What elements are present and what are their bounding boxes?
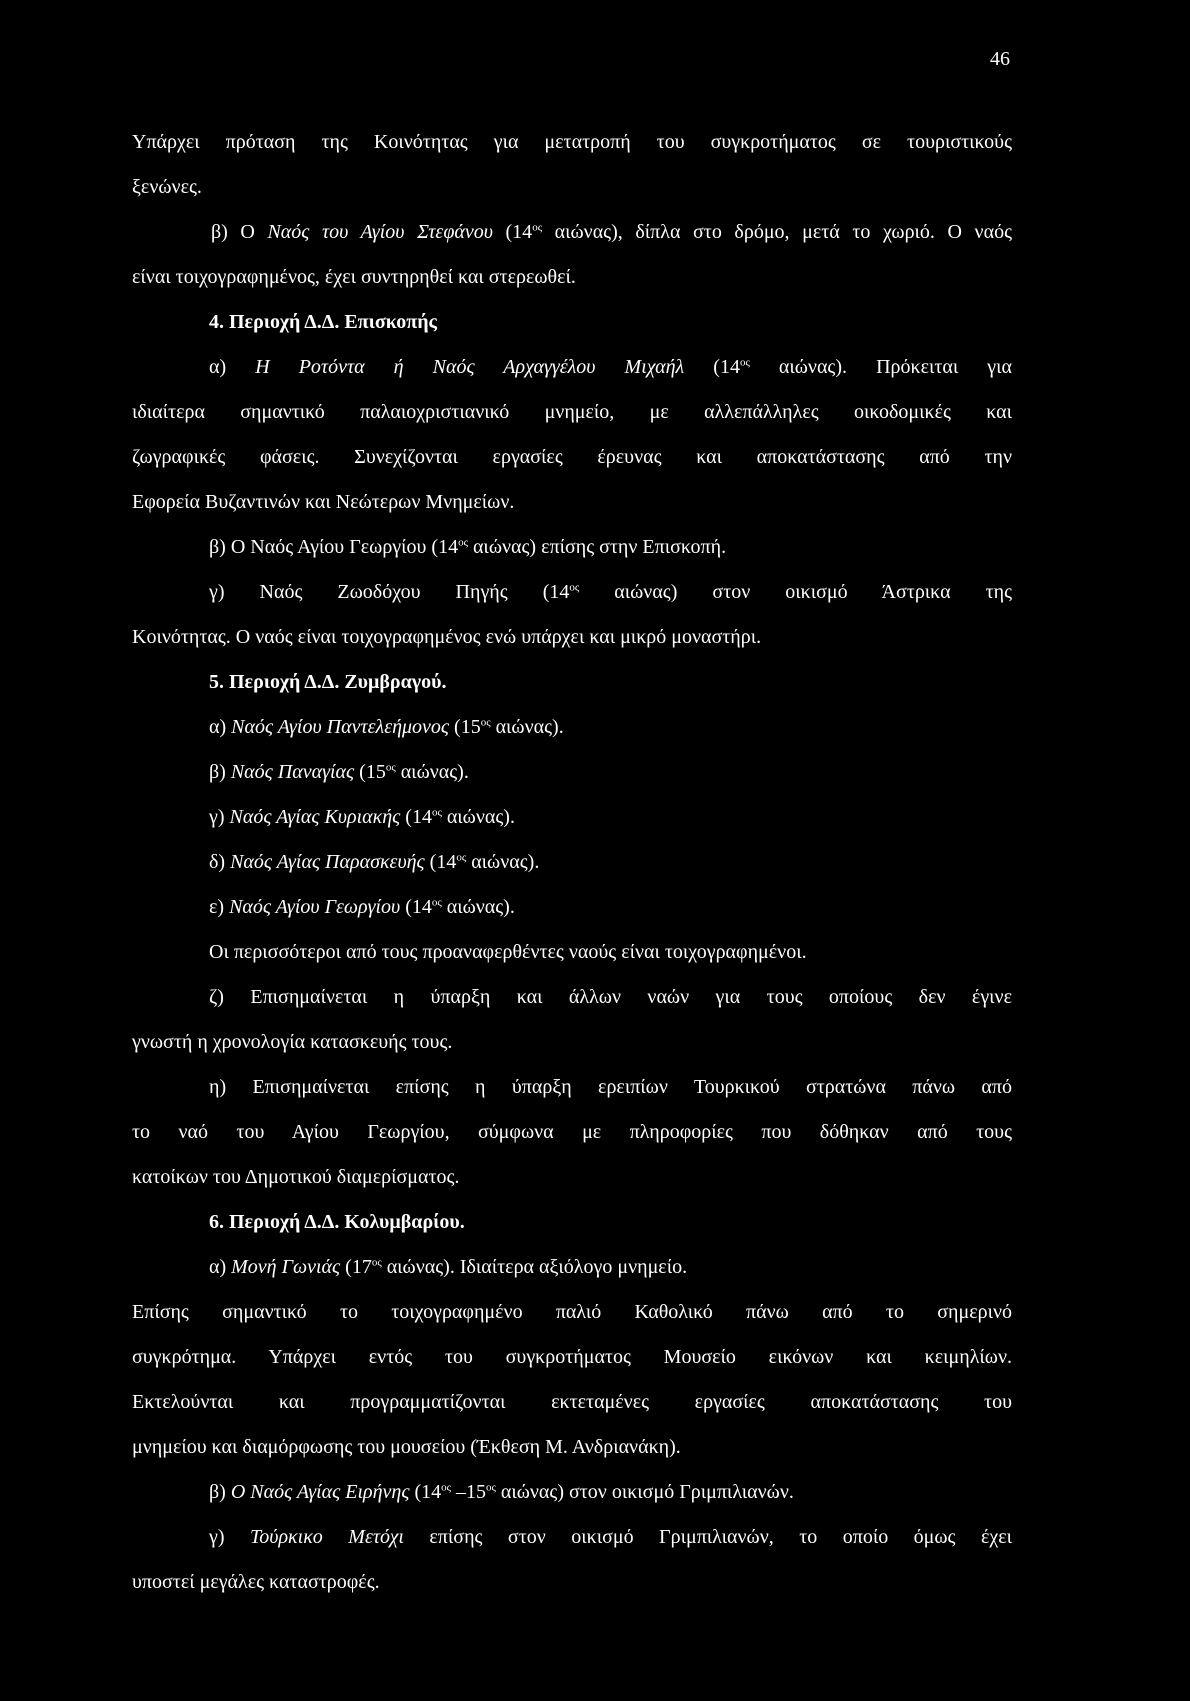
paragraph-line: Εφορεία Βυζαντινών και Νεώτερων Μνημείων. — [132, 491, 515, 513]
item-georgiou: ε) Ναός Αγίου Γεωργίου ($14^{o\varsigma}$ αιώνας). — [209, 896, 515, 918]
paragraph-line: η) Επισημαίνεται επίσης η ύπαρξη ερειπίων Τουρκικού στρατώνα πάνω από — [209, 1076, 1012, 1098]
item-agias-eirinis: β) Ο Ναός Αγίας Ειρήνης ($14^{o\varsigma}$ $-15^{o\varsigma}$ αιώνας) στον οικισμό Γριμπιλιανών. — [209, 1481, 794, 1503]
item-tourkiko-metochi: γ) Τούρκικο Μετόχι επίσης στον οικισμό Γριμπιλιανών, το οποίο όμως έχει — [209, 1526, 1012, 1548]
page-number: 46 — [990, 48, 1010, 70]
item-kyriakis: γ) Ναός Αγίας Κυριακής ($14^{o\varsigma}$ αιώνας). — [209, 806, 515, 828]
paragraph-line: συγκρότημα. Υπάρχει εντός του συγκροτήματος Μουσείο εικόνων και κειμηλίων. — [132, 1346, 1012, 1368]
paragraph-line: μνημείου και διαμόρφωσης του μουσείου (Έκθεση Μ. Ανδριανάκη). — [132, 1436, 681, 1458]
paragraph-line: το ναό του Αγίου Γεωργίου, σύμφωνα με πληροφορίες που δόθηκαν από τους — [132, 1121, 1012, 1143]
paragraph-line: υποστεί μεγάλες καταστροφές. — [132, 1571, 380, 1593]
item-paraskevis: δ) Ναός Αγίας Παρασκευής ($14^{o\varsigma}$ αιώνας). — [209, 851, 540, 873]
paragraph-line: ξενώνες. — [132, 176, 202, 198]
document-body — [132, 120, 1012, 1605]
section-heading-episkopi: 4. Περιοχή Δ.Δ. Επισκοπής — [209, 311, 437, 333]
paragraph-line: ζωγραφικές φάσεις. Συνεχίζονται εργασίες έρευνας και αποκατάστασης από την — [132, 446, 1012, 468]
paragraph-line: Κοινότητας. Ο ναός είναι τοιχογραφημένος ενώ υπάρχει και μικρό μοναστήρι. — [132, 626, 762, 648]
item-rotonda: α) Η Ροτόντα ή Ναός Αρχαγγέλου Μιχαήλ ($14^{o\varsigma}$ αιώνας). Πρόκειται για — [209, 356, 1013, 378]
item-zoodochos: γ) Ναός Ζωοδόχου Πηγής ($14^{o\varsigma}$ αιώνας) στον οικισμό Άστρικα της — [209, 581, 1013, 603]
paragraph-line: είναι τοιχογραφημένος, έχει συντηρηθεί και στερεωθεί. — [132, 266, 576, 288]
section-heading-kolymvari: 6. Περιοχή Δ.Δ. Κολυμβαρίου. — [209, 1211, 465, 1233]
item-panteleimonos: α) Ναός Αγίου Παντελεήμονος ($15^{o\varsigma}$ αιώνας). — [209, 716, 564, 738]
paragraph-line: Υπάρχει πρόταση της Κοινότητας για μετατροπή του συγκροτήματος σε τουριστικούς — [132, 131, 1012, 153]
section-heading-zymvragou: 5. Περιοχή Δ.Δ. Ζυμβραγού. — [209, 671, 447, 693]
paragraph-line: Επίσης σημαντικό το τοιχογραφημένο παλιό Καθολικό πάνω από το σημερινό — [132, 1301, 1012, 1323]
paragraph-line: Οι περισσότεροι από τους προαναφερθέντες ναούς είναι τοιχογραφημένοι. — [209, 941, 807, 963]
paragraph-line: ζ) Επισημαίνεται η ύπαρξη και άλλων ναών για τους οποίους δεν έγινε — [209, 986, 1012, 1008]
paragraph-line: Εκτελούνται και προγραμματίζονται εκτεταμένες εργασίες αποκατάστασης του — [132, 1391, 1012, 1413]
item-stefanos: β) Ο Ναός του Αγίου Στεφάνου ($14^{o\varsigma}$ αιώνας), δίπλα στο δρόμο, μετά το χωριό. Ο ναός — [211, 221, 1012, 243]
item-georgios: β) Ο Ναός Αγίου Γεωργίου ($14^{o\varsigma}$ αιώνας) επίσης στην Επισκοπή. — [209, 536, 727, 558]
item-panagias: β) Ναός Παναγίας ($15^{o\varsigma}$ αιώνας). — [209, 761, 469, 783]
paragraph-line: ιδιαίτερα σημαντικό παλαιοχριστιανικό μνημείο, με αλλεπάλληλες οικοδομικές και — [132, 401, 1012, 423]
item-moni-gonias: α) Μονή Γωνιάς ($17^{o\varsigma}$ αιώνας). Ιδιαίτερα αξιόλογο μνημείο. — [209, 1256, 688, 1278]
paragraph-line: κατοίκων του Δημοτικού διαμερίσματος. — [132, 1166, 460, 1188]
paragraph-line: γνωστή η χρονολογία κατασκευής τους. — [132, 1031, 453, 1053]
